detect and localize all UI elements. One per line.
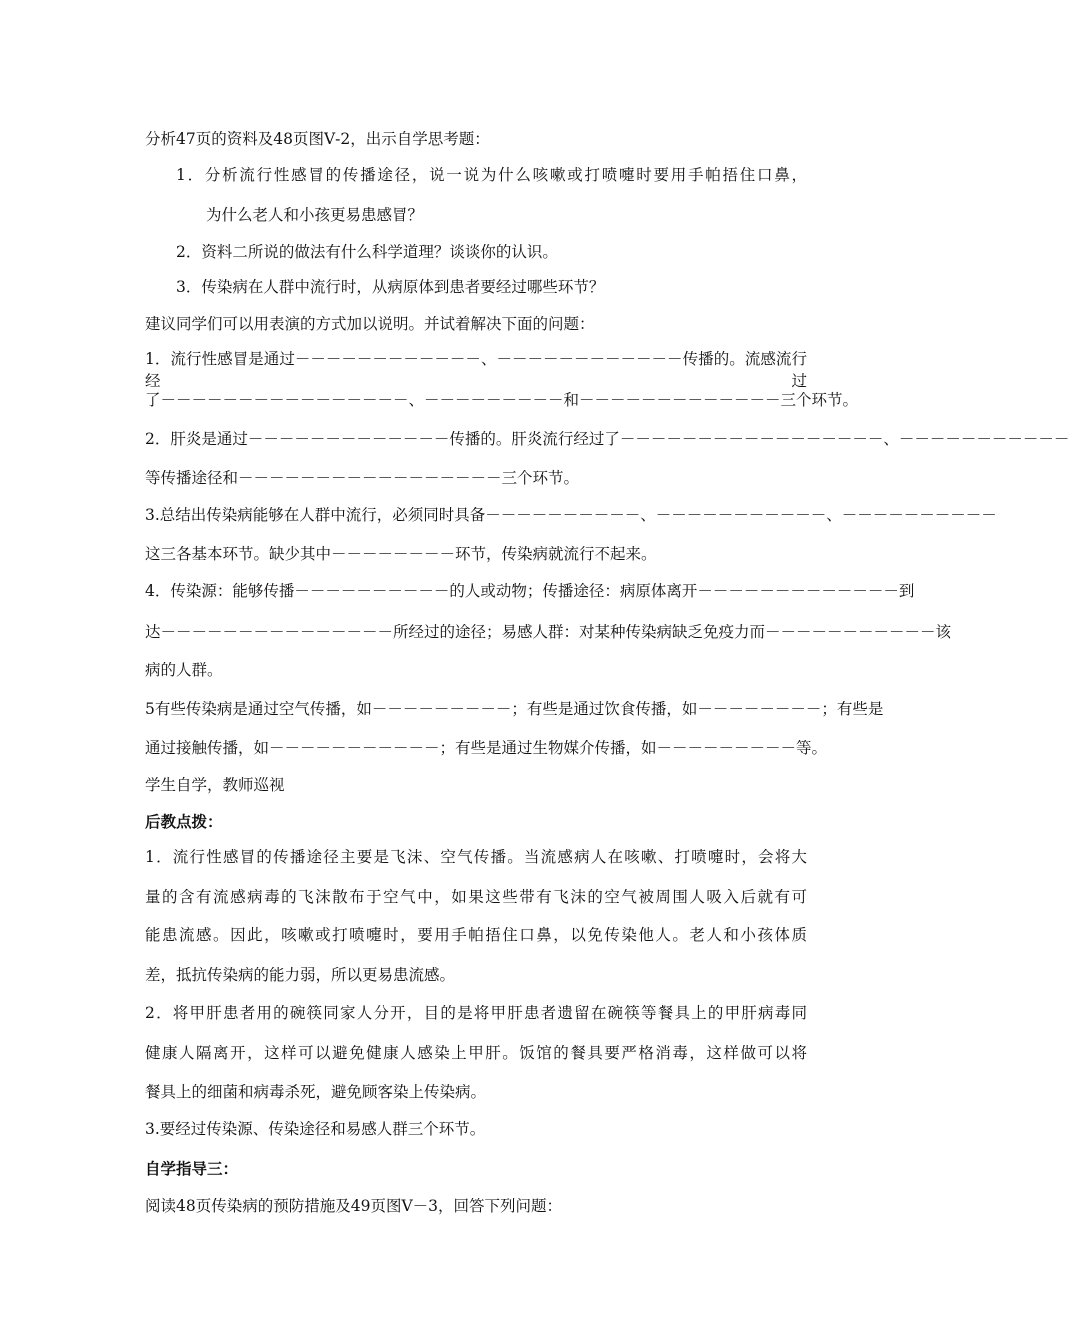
section-heading-guidance: 后教点拨： (145, 812, 223, 831)
exercise-4-line-1: 4．传染源：能够传播－－－－－－－－－－的人或动物；传播途径：病原体离开－－－－－－－－－－－－－到 (145, 582, 915, 600)
intro-line: 分析47页的资料及48页图Ⅴ-2，出示自学思考题： (145, 130, 490, 148)
answer-2-line-2: 健康人隔离开，这样可以避免健康人感染上甲肝。饭馆的餐具要严格消毒，这样做可以将 (145, 1044, 807, 1062)
reading-instruction: 阅读48页传染病的预防措施及49页图Ⅴ－3，回答下列问题： (145, 1197, 563, 1215)
section-heading-guide-3: 自学指导三： (145, 1159, 239, 1178)
answer-1-line-4: 差，抵抗传染病的能力弱，所以更易患流感。 (145, 966, 456, 984)
question-1-line-2: 为什么老人和小孩更易患感冒？ (206, 206, 424, 224)
answer-3: 3.要经过传染源、传染途径和易感人群三个环节。 (145, 1120, 486, 1138)
question-2: 2．资料二所说的做法有什么科学道理？谈谈你的认识。 (176, 243, 558, 261)
exercise-3-line-1: 3.总结出传染病能够在人群中流行，必须同时具备－－－－－－－－－－、－－－－－－－－－－－、－－－－－－－－－－ (145, 506, 997, 524)
answer-2-line-3: 餐具上的细菌和病毒杀死，避免顾客染上传染病。 (145, 1083, 487, 1101)
question-3: 3．传染病在人群中流行时，从病原体到患者要经过哪些环节？ (176, 278, 605, 296)
exercise-2-line-1: 2．肝炎是通过－－－－－－－－－－－－－传播的。肝炎流行经过了－－－－－－－－－－－－－－－－－、－－－－－－－－－－－ (145, 430, 1069, 448)
exercise-5-line-2: 通过接触传播，如－－－－－－－－－－－；有些是通过生物媒介传播，如－－－－－－－－－等。 (145, 739, 828, 757)
answer-1-line-2: 量的含有流感病毒的飞沫散布于空气中，如果这些带有飞沫的空气被周围人吸入后就有可 (145, 888, 807, 906)
answer-1-line-3: 能患流感。因此，咳嗽或打喷嚏时，要用手帕捂住口鼻，以免传染他人。老人和小孩体质 (145, 926, 807, 944)
self-study-note: 学生自学，教师巡视 (145, 776, 285, 794)
exercise-1-line-1: 1．流行性感冒是通过－－－－－－－－－－－－、－－－－－－－－－－－－传播的。流感流行经过 (145, 350, 807, 390)
exercise-5-line-1: 5有些传染病是通过空气传播，如－－－－－－－－－；有些是通过饮食传播，如－－－－－－－－；有些是 (145, 700, 884, 718)
exercise-2-line-2: 等传播途径和－－－－－－－－－－－－－－－－－三个环节。 (145, 469, 580, 487)
suggestion-line: 建议同学们可以用表演的方式加以说明。并试着解决下面的问题： (145, 315, 595, 333)
answer-2-line-1: 2．将甲肝患者用的碗筷同家人分开，目的是将甲肝患者遗留在碗筷等餐具上的甲肝病毒同 (145, 1004, 807, 1022)
exercise-4-line-2: 达－－－－－－－－－－－－－－－所经过的途径；易感人群：对某种传染病缺乏免疫力而－－－－－－－－－－－该 (145, 623, 952, 641)
answer-1-line-1: 1．流行性感冒的传播途径主要是飞沫、空气传播。当流感病人在咳嗽、打喷嚏时，会将大 (145, 848, 807, 866)
exercise-4-line-3: 病的人群。 (145, 661, 223, 679)
exercise-1-line-2: 了－－－－－－－－－－－－－－－－、－－－－－－－－－和－－－－－－－－－－－－－三个环节。 (145, 391, 859, 409)
exercise-3-line-2: 这三各基本环节。缺少其中－－－－－－－－环节，传染病就流行不起来。 (145, 545, 657, 563)
question-1-line-1: 1．分析流行性感冒的传播途径，说一说为什么咳嗽或打喷嚏时要用手帕捂住口鼻， (176, 166, 807, 184)
